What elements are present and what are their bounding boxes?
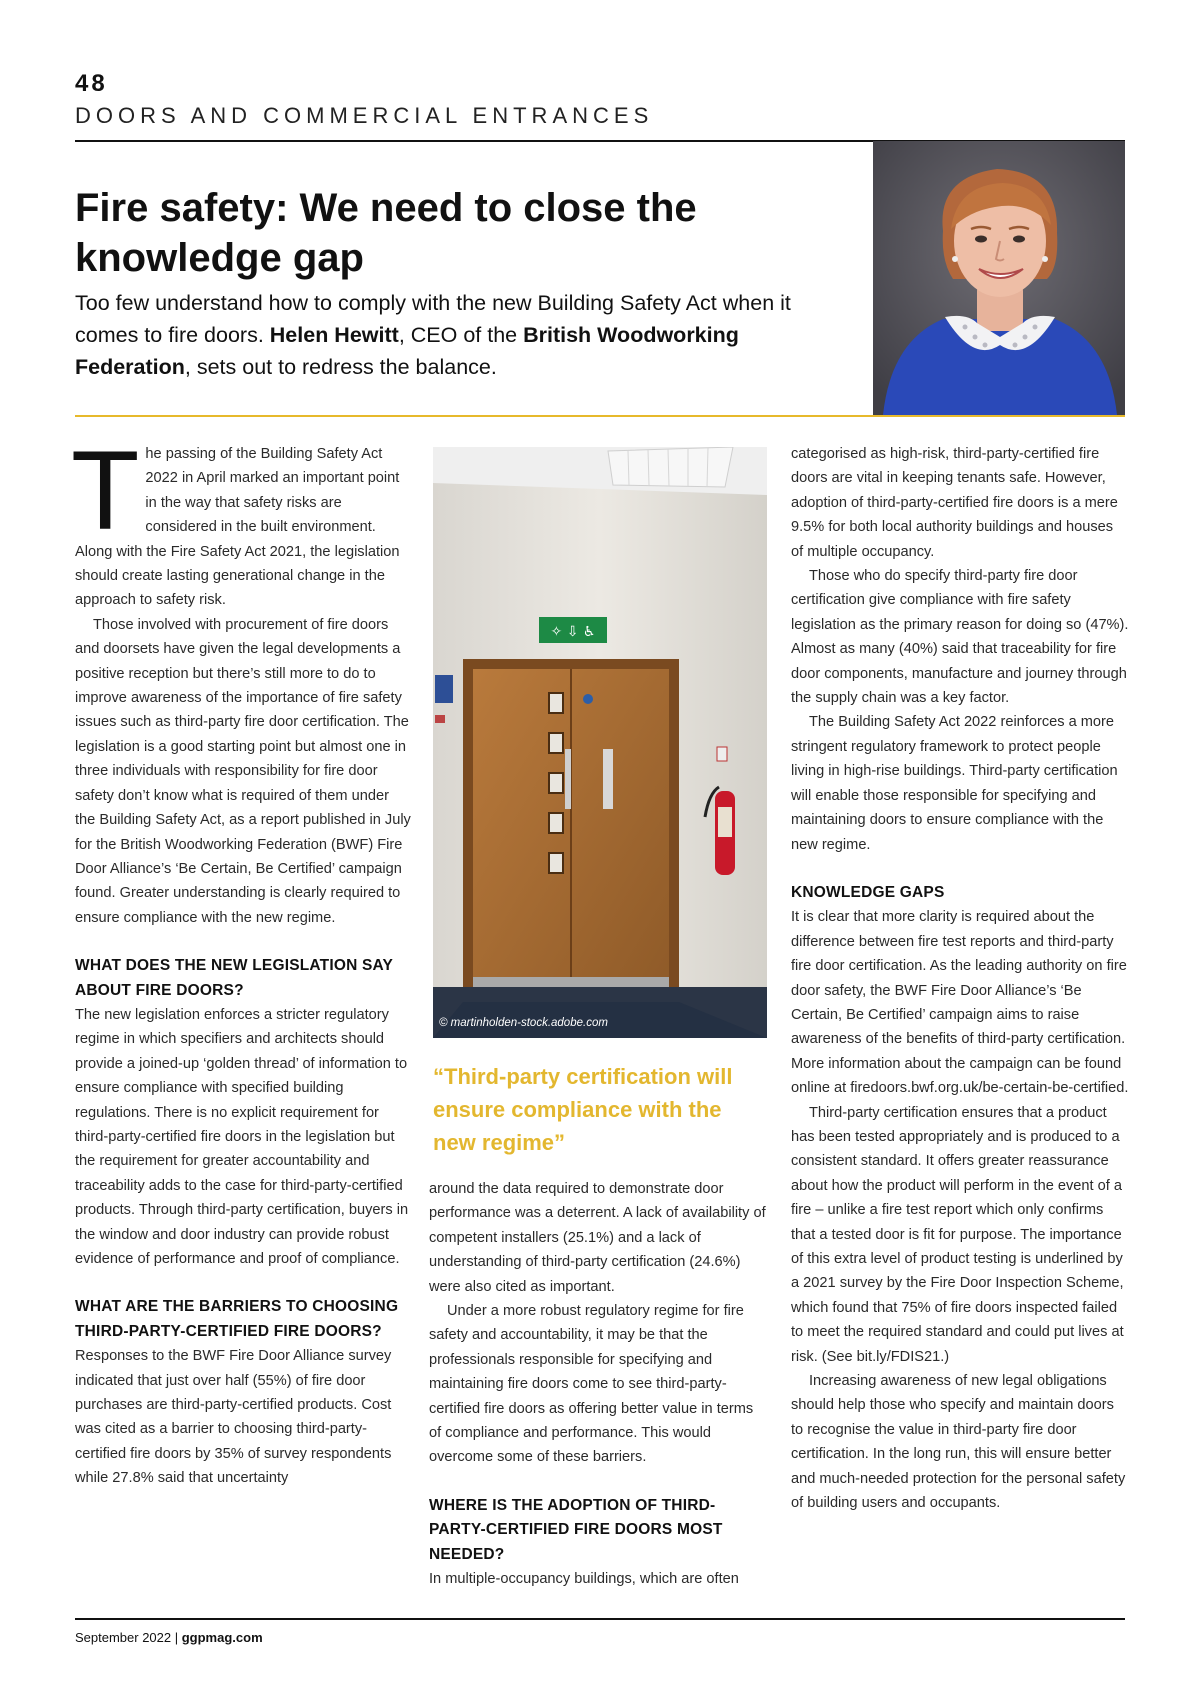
fire-door-photo bbox=[433, 447, 767, 1038]
body-paragraph: Increasing awareness of new legal obligations should help those who specify and maintain doors to recognise the value in third-party fire door certification. In the long run, this will ensure better and much-needed protection for the personal safety of building users and occupants. bbox=[791, 1373, 1126, 1512]
body-paragraph: Under a more robust regulatory regime for fire safety and accountability, it may be that the professionals responsible for specifying and maintaining fire doors come to see third-party-certified fire doors as offering better value in terms of compliance and performance. This would overcome some of these barriers. bbox=[429, 1303, 754, 1466]
portrait-illustration bbox=[873, 141, 1125, 415]
body-paragraph: In multiple-occupancy buildings, which are often bbox=[429, 1571, 739, 1588]
column-3 bbox=[791, 442, 1129, 1515]
body-paragraph: categorised as high-risk, third-party-certified fire doors are vital in keeping tenants safe. However, adoption of third-party-certified fire doors is a mere 9.5% for both local authority buildings and houses of multiple occupancy. bbox=[791, 446, 1118, 560]
author-portrait bbox=[873, 141, 1125, 415]
column-2 bbox=[429, 1177, 767, 1592]
drop-cap: T bbox=[71, 428, 140, 553]
author-name: Helen Hewitt bbox=[269, 323, 399, 347]
body-paragraph: around the data required to demonstrate door performance was a deterrent. A lack of availability of competent installers (25.1%) and a lack of understanding of third-party certification (24.6%) were also cited as important. bbox=[429, 1181, 766, 1295]
standfirst-text-1: Too few understand how to comply with the new Building Safety Act when it comes to fire doors. bbox=[75, 291, 791, 347]
intro-text: he passing of the Building Safety Act 2022 in April marked an important point in the way that safety risks are considered in the built environment. Along with the Fire Safety Act 2021, the legislation should create lasting generational change in the approach to safety risk. bbox=[75, 446, 400, 609]
body-paragraph: Those who do specify third-party fire door certification give compliance with fire safety legislation as the primary reason for doing so (47%). Almost as many (40%) said that traceability for fire door components, manufacture and journey through the supply chain was a key factor. bbox=[791, 568, 1129, 707]
standfirst bbox=[75, 287, 815, 383]
body-paragraph: Third-party certification ensures that a product has been tested appropriately and is produced to a consistent standard. It offers greater reassurance about how the product will perform in the event of a fire – unlike a fire test report which only confirms that a tested door is fit for purpose. The importance of this extra level of product testing is underlined by a 2021 survey by the Fire Door Inspection Scheme, which found that 75% of fire doors inspected failed to meet the required standard and could put lives at risk. (See bit.ly/FDIS21.) bbox=[791, 1104, 1124, 1365]
body-paragraph: Responses to the BWF Fire Door Alliance survey indicated that just over half (55%) of fire door purchases are third-party-certified products. Cost was cited as a barrier to choosing third-party-certified fire doors by 35% of survey respondents while 27.8% said that uncertainty bbox=[75, 1348, 392, 1487]
fire-door-illustration bbox=[433, 447, 767, 1038]
pull-quote: “Third-party certification will ensure compliance with the new regime” bbox=[433, 1064, 733, 1155]
accent-divider bbox=[75, 415, 1125, 417]
subheading: WHAT ARE THE BARRIERS TO CHOOSING THIRD-PARTY-CERTIFIED FIRE DOORS? bbox=[75, 1298, 399, 1340]
organisation-name: British Woodworking Federation bbox=[75, 323, 739, 379]
intro-paragraph bbox=[71, 428, 413, 613]
subheading: WHERE IS THE ADOPTION OF THIRD-PARTY-CERTIFIED FIRE DOORS MOST NEEDED? bbox=[429, 1496, 723, 1563]
page-number: 48 bbox=[75, 70, 108, 97]
body-paragraph: The new legislation enforces a stricter regulatory regime in which specifiers and architects should provide a joined-up ‘golden thread’ of information to ensure compliance with specified building regulations. There is no explicit requirement for third-party-certified fire doors in the legislation but the requirement for greater accountability and traceability adds to the case for third-party-certified products. Through third-party certification, buyers in the window and door industry can provide robust evidence of performance and proof of compliance. bbox=[75, 1006, 409, 1267]
footer-date: September 2022 | bbox=[75, 1630, 182, 1645]
body-paragraph: It is clear that more clarity is required about the difference between fire test reports and third-party fire door certification. As the leading authority on fire door safety, the BWF Fire Door Alliance’s ‘Be Certain, Be Certified’ campaign aims to raise awareness of the benefits of third-party certification. More information about the campaign can be found online at firedoors.bwf.org.uk/be-certain-be-certified. bbox=[791, 909, 1129, 1097]
column-1 bbox=[71, 428, 413, 1491]
article-headline: Fire safety: We need to close the knowledge gap bbox=[75, 186, 697, 280]
standfirst-text-2: , CEO of the bbox=[398, 323, 524, 347]
photo-credit: © martinholden-stock.adobe.com bbox=[439, 1017, 608, 1029]
body-paragraph: Those involved with procurement of fire doors and doorsets have given the legal developments a positive reception but there’s still more to do to improve awareness of the importance of fire safety issues such as third-party fire door certification. The legislation is a good starting point but almost one in three individuals with responsibility for fire door safety don’t know what is required of them under the Building Safety Act, as a report published in July for the British Woodworking Federation (BWF) Fire Door Alliance’s ‘Be Certain, Be Certified’ campaign found. Greater understanding is clearly required to ensure compliance with the new regime. bbox=[75, 616, 411, 926]
section-title: DOORS AND COMMERCIAL ENTRANCES bbox=[75, 103, 654, 128]
subheading: WHAT DOES THE NEW LEGISLATION SAY ABOUT FIRE DOORS? bbox=[75, 957, 393, 999]
page-footer bbox=[75, 1630, 263, 1645]
footer-website: ggpmag.com bbox=[181, 1630, 263, 1645]
svg-text:✧ ⇩ ♿: ✧ ⇩ ♿ bbox=[550, 624, 596, 640]
standfirst-text-3: , sets out to redress the balance. bbox=[184, 355, 497, 379]
footer-divider bbox=[75, 1618, 1125, 1620]
subheading: KNOWLEDGE GAPS bbox=[791, 883, 945, 901]
body-paragraph: The Building Safety Act 2022 reinforces a more stringent regulatory framework to protect people living in high-rise buildings. Third-party certification will enable those responsible for specifying and maintaining doors to ensure compliance with the new regime. bbox=[791, 714, 1118, 853]
